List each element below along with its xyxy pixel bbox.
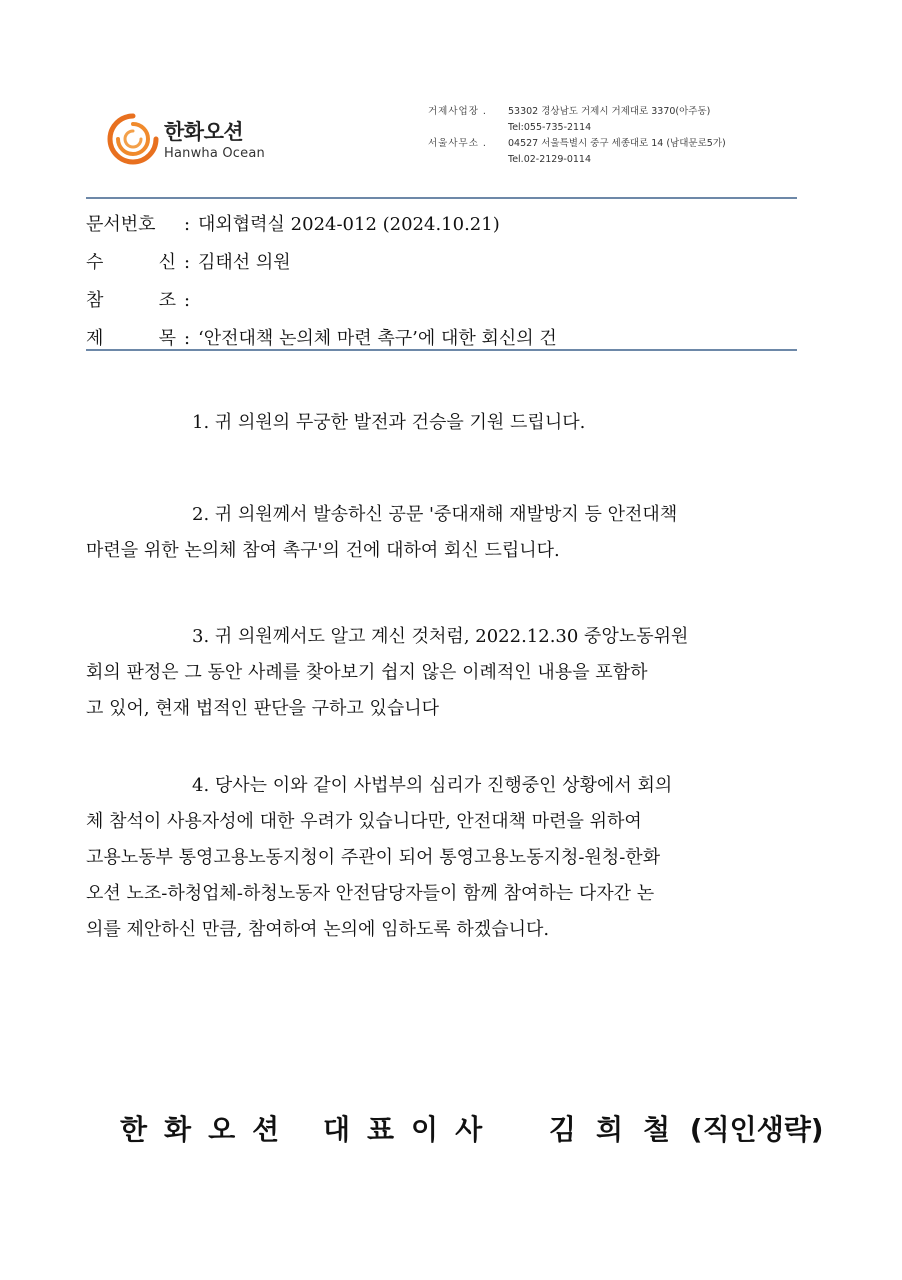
signature-name: 김희철 [548, 1113, 691, 1146]
address-row [428, 152, 726, 168]
signature-line [120, 1108, 824, 1148]
meta-value: 김태선 의원 [198, 252, 291, 273]
logo-english-text: Hanwha Ocean [164, 146, 265, 161]
address-line: 53302 경상남도 거제시 거제대로 3370(아주동) [508, 106, 711, 117]
hanwha-logo-icon [106, 112, 160, 166]
meta-label: 수 신 [86, 252, 176, 273]
address-row [428, 136, 726, 152]
signature-org: 한화오션 대표이사 [120, 1113, 500, 1146]
meta-reference: 참 조 : [86, 282, 557, 320]
meta-divider [86, 349, 797, 351]
top-divider [86, 197, 797, 199]
meta-label: 제 목 [86, 328, 176, 349]
meta-label: 참 조 [86, 290, 176, 311]
paragraph-1: 1. 귀 의원의 무궁한 발전과 건승을 기원 드립니다. [192, 412, 586, 433]
document-meta [86, 206, 557, 358]
meta-recipient: 수 신 : 김태선 의원 [86, 244, 557, 282]
meta-doc-number: 문서번호 : 대외협력실 2024-012 (2024.10.21) [86, 206, 557, 244]
address-phone: Tel:055-735-2114 [508, 122, 592, 133]
paragraph-2: 2. 귀 의원께서 발송하신 공문 '중대재해 재발방지 등 안전대책 마련을 위한 논의체 참여 촉구'의 건에 대하여 회신 드립니다. [86, 504, 678, 561]
letterhead [0, 0, 902, 200]
company-addresses [428, 104, 726, 168]
paragraph-3: 3. 귀 의원께서도 알고 계신 것처럼, 2022.12.30 중앙노동위원 회의 판정은 그 동안 사례를 찾아보기 쉽지 않은 이례적인 내용을 포함하 고 있어, 현재 법적인 판단을 구하고 있습니다 [86, 626, 689, 719]
address-phone: Tel.02-2129-0114 [508, 154, 591, 165]
signature-note: (직인생략) [689, 1113, 824, 1146]
address-row [428, 120, 726, 136]
address-line: 04527 서울특별시 중구 세종대로 14 (남대문로5가) [508, 138, 726, 149]
company-logo [106, 112, 306, 168]
address-label: 거제사업장 . [428, 106, 487, 117]
meta-value: 대외협력실 2024-012 (2024.10.21) [198, 214, 500, 235]
meta-label: 문서번호 [86, 214, 156, 235]
meta-value: ‘안전대책 논의체 마련 촉구’에 대한 회신의 건 [198, 328, 557, 349]
address-row [428, 104, 726, 120]
paragraph-4: 4. 당사는 이와 같이 사법부의 심리가 진행중인 상황에서 회의 체 참석이 사용자성에 대한 우려가 있습니다만, 안전대책 마련을 위하여 고용노동부 통영고용노동지청이 주관이 되어 통영고용노동지청-원청-한화 오션 노조-하청업체-하청노동자 안전담당자들이 함께 참여하는 다자간 논 의를 제안하신 만큼, 참여하여 논의에 임하도록 하겠습니다. [86, 775, 673, 940]
address-label: 서울사무소 . [428, 138, 487, 149]
logo-korean-text: 한화오션 [164, 120, 244, 144]
meta-subject: 제 목 : ‘안전대책 논의체 마련 촉구’에 대한 회신의 건 [86, 320, 557, 358]
